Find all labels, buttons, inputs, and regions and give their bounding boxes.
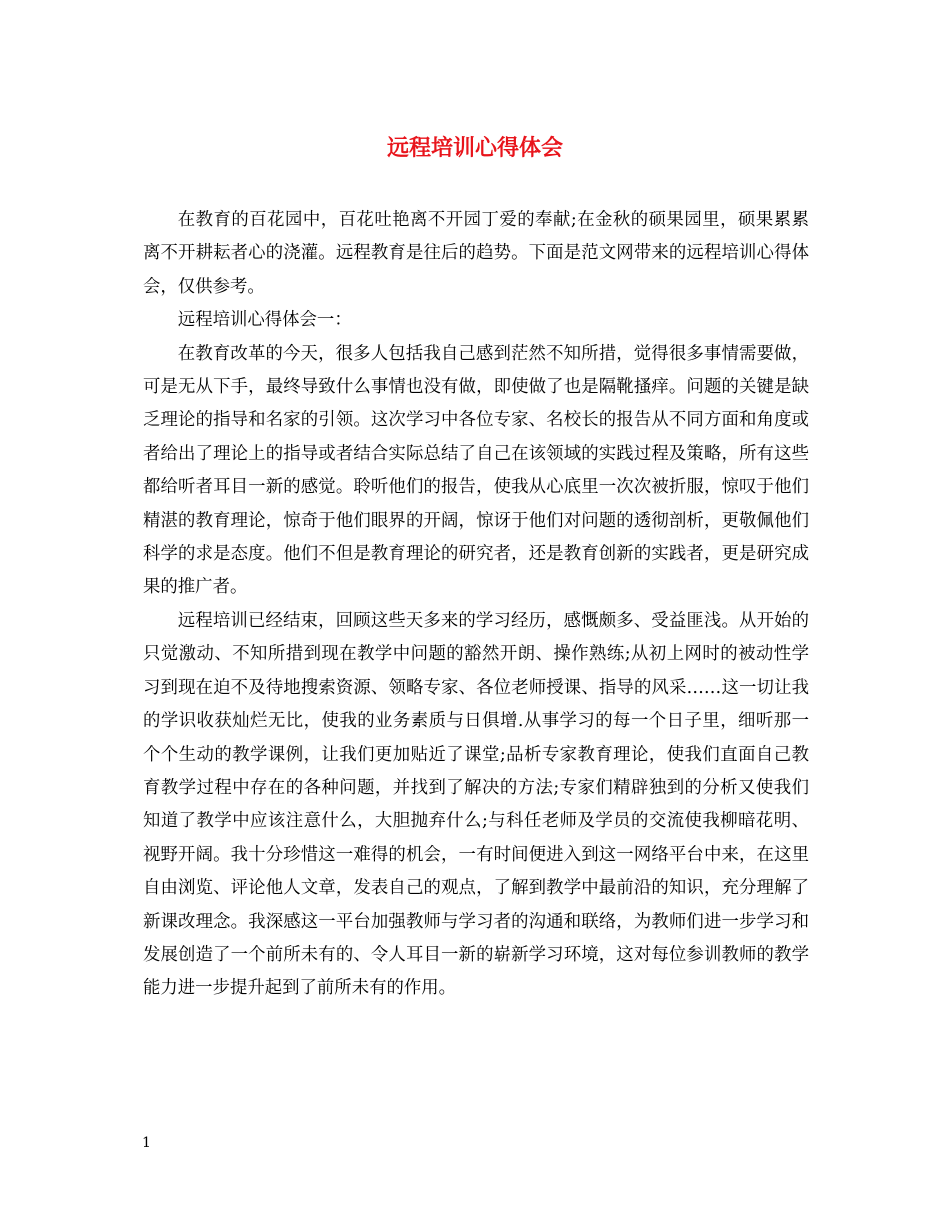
paragraph-intro: 在教育的百花园中，百花吐艳离不开园丁爱的奉献;在金秋的硕果园里，硕果累累离不开耕耘者心的浇灌。远程教育是往后的趋势。下面是范文网带来的远程培训心得体会，仅供参考。 bbox=[143, 210, 809, 297]
paragraph-section-heading: 远程培训心得体会一： bbox=[177, 310, 352, 331]
document-title: 远程培训心得体会 bbox=[386, 135, 563, 161]
document-body bbox=[143, 204, 809, 1006]
paragraph-body-2: 远程培训已经结束，回顾这些天多来的学习经历，感慨颇多、受益匪浅。从开始的只觉激动、不知所措到现在教学中问题的豁然开朗、操作熟练;从初上网时的被动性学习到现在迫不及待地搜索资源、领略专家、各位老师授课、指导的风采……这一切让我的学识收获灿烂无比，使我的业务素质与日俱增.从事学习的每一个日子里，细听那一个个生动的教学课例，让我们更加贴近了课堂;品析专家教育理论，使我们直面自己教育教学过程中存在的各种问题，并找到了解决的方法;专家们精辟独到的分析又使我们知道了教学中应该注意什么，大胆抛弃什么;与科任老师及学员的交流使我柳暗花明、视野开阔。我十分珍惜这一难得的机会，一有时间便进入到这一网络平台中来，在这里自由浏览、评论他人文章，发表自己的观点，了解到教学中最前沿的知识，充分理解了新课改理念。我深感这一平台加强教师与学习者的沟通和联络，为教师们进一步学习和发展创造了一个前所未有的、令人耳目一新的崭新学习环境，这对每位参训教师的教学能力进一步提升起到了前所未有的作用。 bbox=[143, 610, 809, 999]
page-number: 1 bbox=[142, 1135, 151, 1151]
paragraph-body-1: 在教育改革的今天，很多人包括我自己感到茫然不知所措，觉得很多事情需要做，可是无从下手，最终导致什么事情也没有做，即使做了也是隔靴搔痒。问题的关键是缺乏理论的指导和名家的引领。这次学习中各位专家、名校长的报告从不同方面和角度或者给出了理论上的指导或者结合实际总结了自己在该领域的实践过程及策略，所有这些都给听者耳目一新的感觉。聆听他们的报告，使我从心底里一次次被折服，惊叹于他们精湛的教育理论，惊奇于他们眼界的开阔，惊讶于他们对问题的透彻剖析，更敬佩他们科学的求是态度。他们不但是教育理论的研究者，还是教育创新的实践者，更是研究成果的推广者。 bbox=[143, 343, 809, 598]
